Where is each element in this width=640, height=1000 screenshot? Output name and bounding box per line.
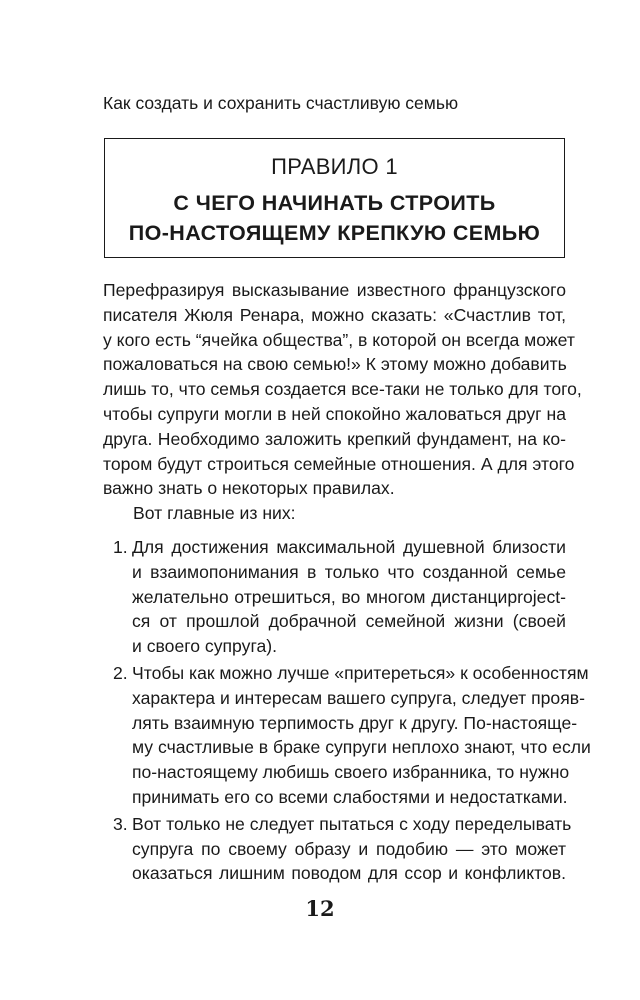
text-line: чтобы супруги могли в ней спокойно жаловаться друг на: [103, 403, 566, 424]
page-number: 12: [305, 896, 335, 921]
text-line: Чтобы как можно лучше «притереться» к особенностям: [132, 662, 589, 683]
text-line: важно знать о некоторых правилах.: [103, 478, 395, 499]
rule-box: [104, 138, 565, 258]
rule-title-line: С ЧЕГО НАЧИНАТЬ СТРОИТЬ: [173, 191, 496, 215]
list-item-number: 1.: [113, 537, 128, 557]
text-line: и взаимопонимания в только что созданной семье: [132, 561, 566, 582]
rule-label: ПРАВИЛО 1: [271, 154, 398, 179]
list-item-number: 2.: [113, 662, 128, 683]
list-item: [103, 661, 591, 810]
rule-title-line: ПО-НАСТОЯЩЕМУ КРЕПКУЮ СЕМЬЮ: [128, 221, 541, 245]
text-line: оказаться лишним поводом для ссор и конфликтов.: [132, 863, 566, 884]
text-line: и своего супруга).: [132, 636, 278, 657]
text-line: друга. Необходимо заложить крепкий фундамент, на ко-: [103, 428, 566, 449]
list-item: [103, 535, 566, 659]
text-line: лять взаимную терпимость друг к другу. По-настояще-: [132, 712, 578, 733]
list-item-number: 3.: [113, 813, 128, 834]
text-line: Для достижения максимальной душевной близости: [132, 537, 566, 557]
text-line: лишь то, что семья создается все-таки не только для того,: [103, 379, 582, 400]
text-line: пожаловаться на свою семью!» К этому можно добавить: [103, 354, 567, 375]
rules-list: [103, 535, 591, 888]
text-line: Вот только не следует пытаться с ходу переделывать: [132, 813, 572, 834]
running-header: Как создать и сохранить счастливую семью: [103, 93, 459, 113]
text-line: му счастливые в браке супруги неплохо знают, что если: [132, 737, 591, 758]
text-line: по-настоящему любишь своего избранника, то нужно: [132, 762, 570, 783]
text-line: характера и интересам вашего супруга, следует прояв-: [132, 687, 585, 708]
text-line: желательно отрешиться, во многом дистанциproject-: [132, 586, 566, 607]
rule-title: [105, 188, 564, 248]
text-line: ся от прошлой добрачной семейной жизни (своей: [132, 611, 566, 632]
text-line: принимать его со всеми слабостями и недостатками.: [132, 786, 568, 807]
text-line: Перефразируя высказывание известного французского: [103, 280, 566, 300]
text-line: супруга по своему образу и подобию — это может: [132, 838, 566, 859]
list-item: [103, 812, 572, 886]
text-line: писателя Жюля Ренара, можно сказать: «Счастлив тот,: [103, 304, 566, 325]
intro-paragraph: [103, 278, 582, 526]
text-line: тором будут строиться семейные отношения. А для этого: [103, 453, 575, 474]
text-line: у кого есть “ячейка общества”, в которой он всегда может: [103, 329, 575, 350]
list-lead-in: Вот главные из них:: [133, 503, 296, 524]
